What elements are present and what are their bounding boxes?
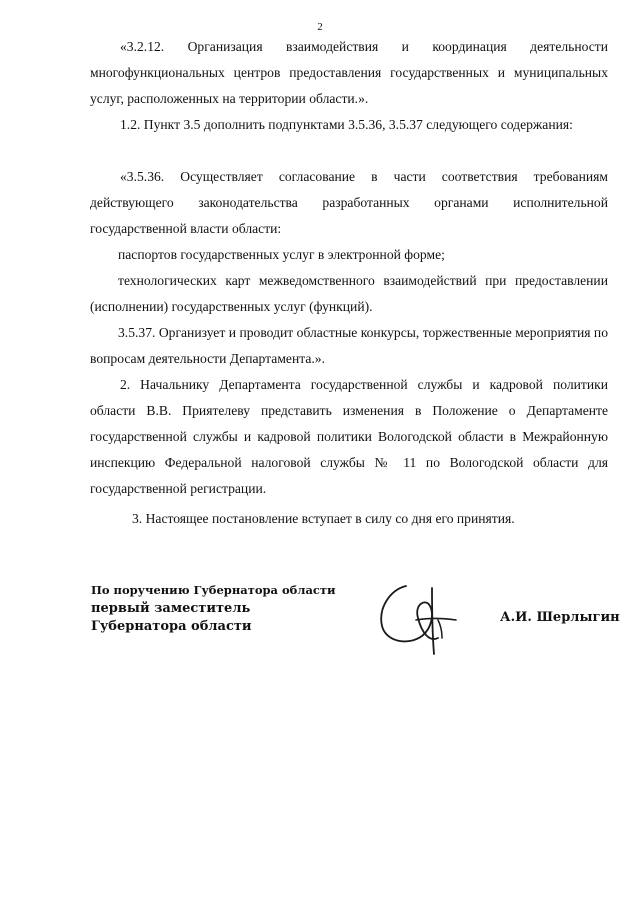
signature-line-position: первый заместитель xyxy=(91,601,251,616)
handwritten-signature xyxy=(372,580,482,660)
paragraph-3-5-37: 3.5.37. Организует и проводит областные конкурсы, торжественные мероприятия по вопросам деятельности Департамента.». xyxy=(90,325,608,366)
paragraph-item-2: 2. Начальнику Департамента государственной службы и кадровой политики области В.В. Приятелеву представить изменения в Положение о Департаменте государственной службы и кадровой политики Вологодской области в Межрайонную инспекцию Федеральной налоговой службы № 11 по Вологодской области для государственной регистрации. xyxy=(90,377,608,496)
signature-line-governor: Губернатора области xyxy=(91,619,252,634)
paragraph-tech-cards: технологических карт межведомственного взаимодействий при предоставлении (исполнении) государственных услуг (функций). xyxy=(90,273,608,314)
paragraph-passports: паспортов государственных услуг в электронной форме; xyxy=(118,247,445,262)
paragraph-3-5-36: «3.5.36. Осуществляет согласование в части соответствия требованиям действующего законодательства разработанных органами исполнительной государственной власти области: xyxy=(90,169,608,236)
paragraph-3-2-12: «3.2.12. Организация взаимодействия и координация деятельности многофункциональных центров предоставления государственных и муниципальных услуг, расположенных на территории области.». xyxy=(90,39,608,106)
paragraph-item-3: 3. Настоящее постановление вступает в силу со дня его принятия. xyxy=(132,511,515,526)
signature-line-order: По поручению Губернатора области xyxy=(91,583,336,597)
signer-name: А.И. Шерлыгин xyxy=(500,610,620,625)
paragraph-1-2: 1.2. Пункт 3.5 дополнить подпунктами 3.5.36, 3.5.37 следующего содержания: xyxy=(120,117,573,132)
page-number: 2 xyxy=(317,21,323,33)
